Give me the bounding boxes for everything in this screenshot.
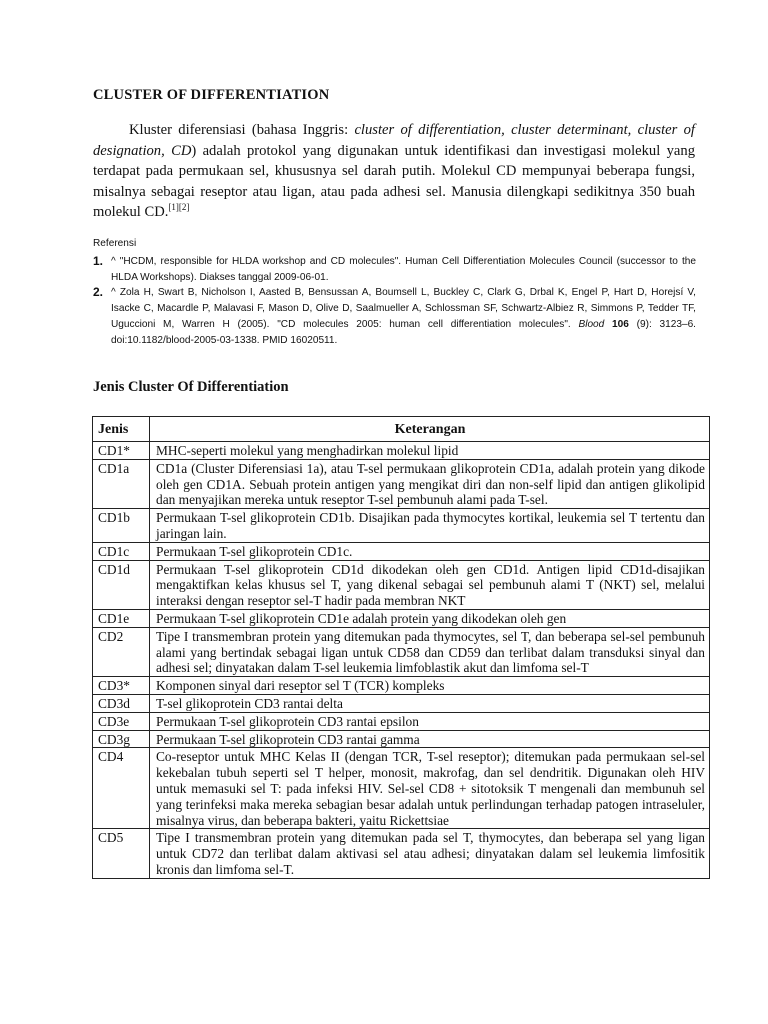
table-row: [93, 829, 710, 878]
cell-jenis: CD5: [93, 829, 150, 878]
cell-jenis: CD3d: [93, 694, 150, 712]
cell-keterangan: Permukaan T-sel glikoprotein CD3 rantai gamma: [150, 730, 710, 748]
reference-journal: Blood: [578, 318, 605, 330]
reference-item: [93, 285, 696, 348]
table-header-row: [93, 417, 710, 442]
cell-keterangan: Permukaan T-sel glikoprotein CD1d dikodekan oleh gen CD1d. Antigen lipid CD1d-disajikan mengaktifkan kelas khusus sel T, yang dikenal sebagai sel pembunuh alami T (NKT) sel, melalui interaksi dengan reseptor sel-T hadir pada membran NKT: [150, 560, 710, 609]
citation-marks[interactable]: [1][2]: [168, 202, 190, 213]
cell-jenis: CD3*: [93, 677, 150, 695]
column-header-jenis: Jenis: [93, 417, 150, 442]
reference-text: ^ "HCDM, responsible for HLDA workshop and CD molecules". Human Cell Differentiation Molecules Council (successor to the HLDA Workshops). Diakses tanggal 2009-06-01.: [111, 255, 696, 283]
reference-text-end: (9): 3123–6. doi:10.1182/blood-2005-03-1338. PMID 16020511.: [111, 318, 696, 346]
column-header-keterangan: Keterangan: [150, 417, 710, 442]
section-title: Jenis Cluster Of Differentiation: [93, 379, 289, 395]
cell-keterangan: T-sel glikoprotein CD3 rantai delta: [150, 694, 710, 712]
cell-jenis: CD1d: [93, 560, 150, 609]
cell-keterangan: Permukaan T-sel glikoprotein CD3 rantai epsilon: [150, 712, 710, 730]
cell-keterangan: CD1a (Cluster Diferensiasi 1a), atau T-sel permukaan glikoprotein CD1a, adalah protein yang dikode oleh gen CD1A. Sebuah protein antigen yang mengikat diri dan non-self lipid dan antigen glikolipid dan menyajikan mereka untuk reseptor T-sel pembunuh alami pada T-sel.: [150, 459, 710, 508]
table-row: [93, 459, 710, 508]
table-row: [93, 730, 710, 748]
cell-jenis: CD2: [93, 627, 150, 676]
cell-jenis: CD1e: [93, 609, 150, 627]
cell-jenis: CD1b: [93, 509, 150, 543]
cell-jenis: CD3g: [93, 730, 150, 748]
cell-jenis: CD4: [93, 748, 150, 829]
table-row: [93, 560, 710, 609]
cell-jenis: CD3e: [93, 712, 150, 730]
cell-keterangan: Co-reseptor untuk MHC Kelas II (dengan TCR, T-sel reseptor); ditemukan pada permukaan sel-sel kekebalan tubuh seperti sel T helper, monosit, makrofag, dan sel dendritik. Digunakan oleh HIV untuk memasuki sel T: pada infeksi HIV. Sel-sel CD8 + sitotoksik T mengenali dan membunuh sel yang terinfeksi maka mereka sebagian besar adalah untuk perlindungan terhadap patogen intraseluler, misalnya virus, dan beberapa bakteri, yaitu Rickettsiae: [150, 748, 710, 829]
references-section: [93, 236, 696, 349]
cell-keterangan: Permukaan T-sel glikoprotein CD1c.: [150, 542, 710, 560]
table-row: [93, 542, 710, 560]
table-row: [93, 677, 710, 695]
reference-text: ^ Zola H, Swart B, Nicholson I, Aasted B, Bensussan A, Boumsell L, Buckley C, Clark G, Drbal K, Engel P, Hart D, Horejsí V, Isacke C, Macardle P, Malavasi F, Mason D, Olive D, Saalmueller A, Schlossman SF, Schwartz-Albiez R, Simmons P, Tedder TF, Uguccioni M, Warren H (2005). "CD molecules 2005: human cell differentiation molecules".: [111, 287, 696, 330]
reference-number: 1.: [93, 253, 104, 268]
cell-jenis: CD1a: [93, 459, 150, 508]
reference-number: 2.: [93, 285, 104, 300]
table-row: [93, 694, 710, 712]
cell-keterangan: MHC-seperti molekul yang menghadirkan molekul lipid: [150, 442, 710, 460]
cell-keterangan: Tipe I transmembran protein yang ditemukan pada thymocytes, sel T, dan beberapa sel-sel pembunuh alami yang bertindak sebagai ligan untuk CD58 dan CD59 dan terlibat dalam transduksi sinyal dan adhesi sel; dinyatakan dalam T-sel leukemia limfoblastik akut dan limfoma sel-T: [150, 627, 710, 676]
cd-table: [92, 416, 710, 879]
references-list: [93, 254, 696, 349]
cell-keterangan: Permukaan T-sel glikoprotein CD1b. Disajikan pada thymocytes kortikal, leukemia sel T tertentu dan jaringan lain.: [150, 509, 710, 543]
table-row: [93, 442, 710, 460]
table-row: [93, 509, 710, 543]
intro-text-3: ) adalah protokol yang digunakan untuk identifikasi dan investigasi molekul yang terdapat pada permukaan sel, khususnya sel darah putih. Molekul CD mempunyai beberapa fungsi, misalnya sebagai reseptor atau ligan, atau pada adhesi sel. Manusia dilengkapi sedikitnya 350 buah molekul CD.: [93, 142, 695, 221]
references-title: Referensi: [93, 238, 137, 249]
table-row: [93, 748, 710, 829]
cell-jenis: CD1c: [93, 542, 150, 560]
cell-keterangan: Permukaan T-sel glikoprotein CD1e adalah protein yang dikodekan oleh gen: [150, 609, 710, 627]
table-row: [93, 627, 710, 676]
table-row: [93, 609, 710, 627]
cell-jenis: CD1*: [93, 442, 150, 460]
reference-volume: 106: [612, 318, 629, 330]
table-row: [93, 712, 710, 730]
intro-text-italic: cluster of differentiation, cluster determinant, cluster of designation, CD: [93, 122, 695, 159]
document-title: CLUSTER OF DIFFERENTIATION: [93, 87, 330, 103]
intro-text-1: Kluster diferensiasi (bahasa Inggris:: [129, 122, 355, 138]
intro-paragraph: [93, 120, 695, 223]
cell-keterangan: Tipe I transmembran protein yang ditemukan pada sel T, thymocytes, dan beberapa sel yang ligan untuk CD72 dan terlibat dalam aktivasi sel atau adhesi; dinyatakan dalam sel leukemia limfositik kronis dan limfoma sel-T.: [150, 829, 710, 878]
cell-keterangan: Komponen sinyal dari reseptor sel T (TCR) kompleks: [150, 677, 710, 695]
reference-item: [93, 254, 696, 286]
